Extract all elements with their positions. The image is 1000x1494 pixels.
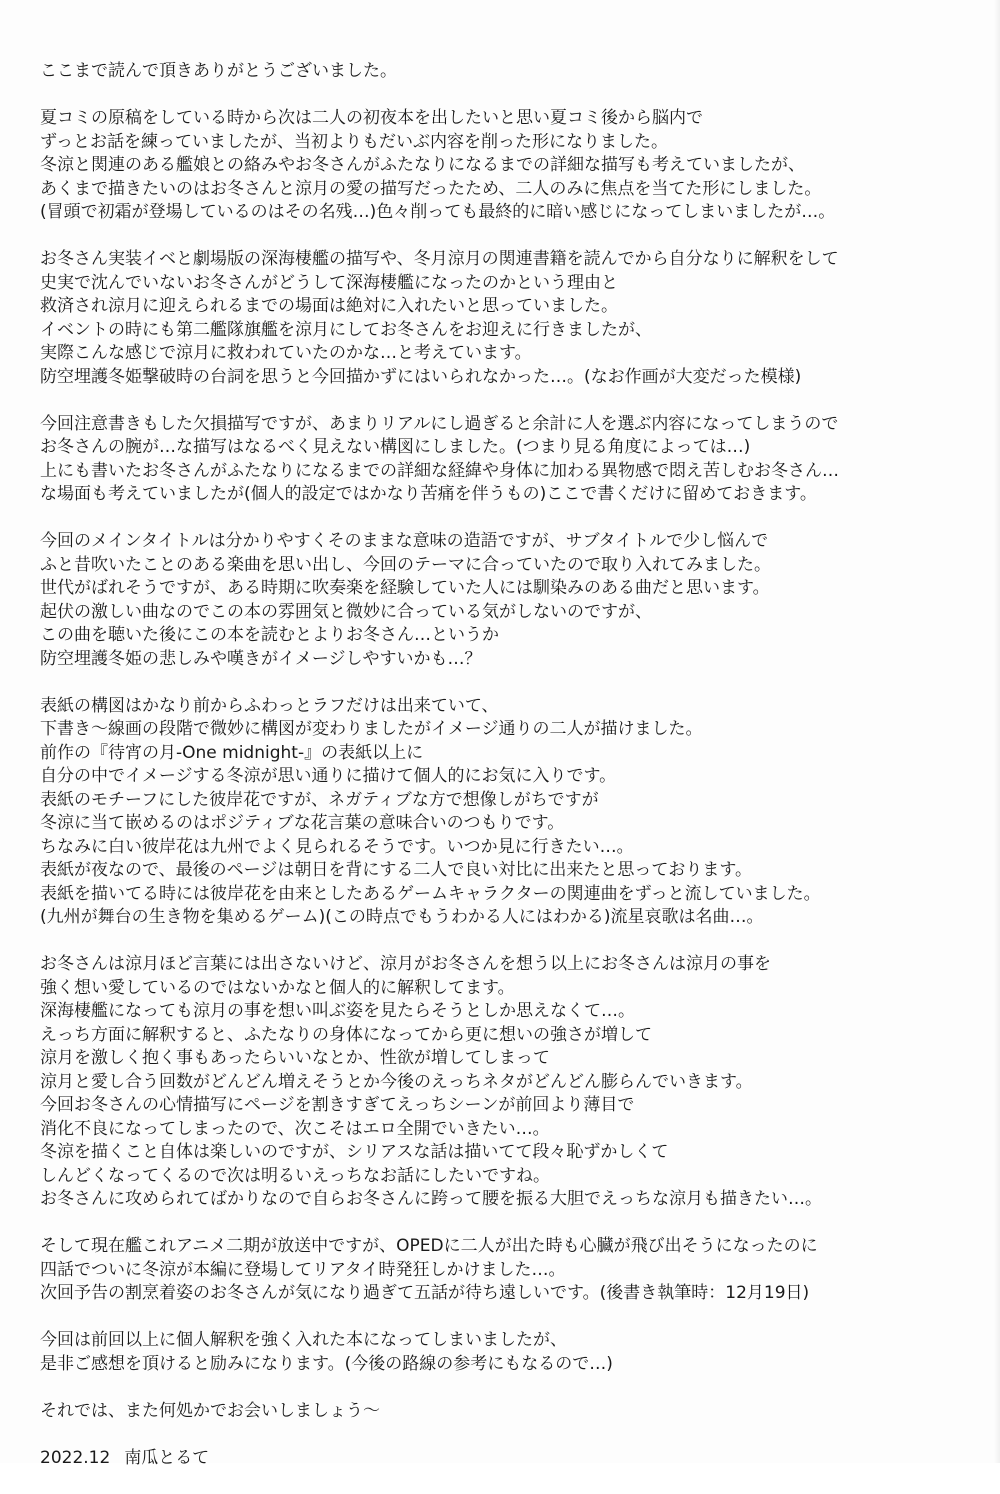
text-line: 強く想い愛しているのではないかなと個人的に解釈してます。 (40, 977, 515, 998)
paragraph (40, 60, 980, 84)
signature (40, 1447, 980, 1471)
paragraph (40, 1329, 980, 1376)
text-line: 起伏の激しい曲なのでこの本の雰囲気と微妙に合っている気がしないのですが、 (40, 601, 652, 622)
paragraph (40, 695, 980, 930)
text-line: 今回お冬さんの心情描写にページを割きすぎてえっちシーンが前回より薄目で (40, 1095, 635, 1115)
text-line: (冒頭で初霜が登場しているのはその名残…)色々削っても最終的に暗い感じになってしまいましたが…。 (40, 202, 836, 222)
text-line: イベントの時にも第二艦隊旗艦を涼月にしてお冬さんをお迎えに行きましたが、 (40, 319, 652, 340)
paragraph (40, 107, 980, 225)
text-line: な場面も考えていましたが(個人的設定ではかなり苦痛を伴うもの)ここで書くだけに留めておきます。 (40, 484, 817, 504)
text-line: ちなみに白い彼岸花は九州でよく見られるそうです。いつか見に行きたい…。 (40, 836, 634, 857)
signature-date: 2022.12 (40, 1447, 111, 1468)
text-line: 下書き～線画の段階で微妙に構図が変わりましたがイメージ通りの二人が描けました。 (40, 719, 703, 739)
paragraph (40, 413, 980, 507)
text-line: お冬さん実装イベと劇場版の深海棲艦の描写や、冬月涼月の関連書籍を読んでから自分なりに解釈をして (40, 249, 839, 269)
text-line: 涼月を激しく抱く事もあったらいいなとか、性欲が増してしまって (40, 1048, 550, 1068)
text-line: 前作の『待宵の月-One midnight-』の表紙以上に (40, 742, 424, 763)
text-line: しんどくなってくるので次は明るいえっちなお話にしたいですね。 (40, 1165, 550, 1186)
text-line: 四話でついに冬涼が本編に登場してリアタイ時発狂しかけました…。 (40, 1259, 566, 1280)
text-line: それでは、また何処かでお会いしましょう～ (40, 1400, 380, 1421)
paragraph (40, 1235, 980, 1306)
paragraph (40, 248, 980, 389)
text-line: 今回のメインタイトルは分かりやすくそのままな意味の造語ですが、サブタイトルで少し悩んで (40, 531, 769, 551)
text-line: 救済され涼月に迎えられるまでの場面は絶対に入れたいと思っていました。 (40, 296, 618, 316)
text-line: 防空埋護冬姫の悲しみや嘆きがイメージしやすいかも…？ (40, 648, 482, 669)
text-line: 世代がばれそうですが、ある時期に吹奏楽を経験していた人には馴染みのある曲だと思います。 (40, 578, 770, 598)
text-line: 今回は前回以上に個人解釈を強く入れた本になってしまいましたが、 (40, 1330, 567, 1350)
text-line: 冬涼に当て嵌めるのはポジティブな花言葉の意味合いのつもりです。 (40, 813, 565, 833)
text-line: そして現在艦これアニメ二期が放送中ですが、OPEDに二人が出た時も心臓が飛び出そうになったのに (40, 1236, 818, 1256)
text-line: 史実で沈んでいないお冬さんがどうして深海棲艦になったのかという理由と (40, 272, 618, 293)
text-line: 次回予告の割烹着姿のお冬さんが気になり過ぎて五話が待ち遠しいです。(後書き執筆時：12月19日) (40, 1283, 810, 1303)
paragraph (40, 953, 980, 1212)
text-line: あくまで描きたいのはお冬さんと涼月の愛の描写だったため、二人のみに焦点を当てた形にしました。 (40, 178, 822, 199)
text-line: 涼月と愛し合う回数がどんどん増えそうとか今後のえっちネタがどんどん膨らんでいきます。 (40, 1071, 753, 1092)
text-line: ここまで読んで頂きありがとうございました。 (40, 61, 397, 81)
text-line: お冬さんの腕が…な描写はなるべく見えない構図にしました。(つまり見る角度によっては…) (40, 437, 751, 457)
text-line: 上にも書いたお冬さんがふたなりになるまでの詳細な経緯や身体に加わる異物感で悶え苦しむお冬さん… (40, 460, 839, 481)
text-line: 表紙の構図はかなり前からふわっとラフだけは出来ていて、 (40, 695, 499, 716)
text-line: 深海棲艦になっても涼月の事を想い叫ぶ姿を見たらそうとしか思えなくて…。 (40, 1001, 635, 1021)
afterword-text (40, 60, 980, 1494)
text-line: 防空埋護冬姫撃破時の台詞を思うと今回描かずにはいられなかった…。(なお作画が大変だった模様) (40, 366, 802, 387)
text-line: 表紙のモチーフにした彼岸花ですが、ネガティブな方で想像しがちですが (40, 789, 599, 810)
text-line: 表紙が夜なので、最後のページは朝日を背にする二人で良い対比に出来たと思っております。 (40, 860, 752, 880)
text-line: お冬さんは涼月ほど言葉には出さないけど、涼月がお冬さんを想う以上にお冬さんは涼月の事を (40, 954, 771, 974)
page-edge-shadow (994, 0, 1000, 1463)
text-line: ずっとお話を練っていましたが、当初よりもだいぶ内容を削った形になりました。 (40, 131, 668, 152)
text-line: 消化不良になってしまったので、次こそはエロ全開でいきたい…。 (40, 1118, 550, 1139)
text-line: (九州が舞台の生き物を集めるゲーム)(この時点でもうわかる人にはわかる)流星哀歌は名曲…。 (40, 907, 764, 927)
text-line: 夏コミの原稿をしている時から次は二人の初夜本を出したいと思い夏コミ後から脳内で (40, 108, 703, 128)
text-line: 自分の中でイメージする冬涼が思い通りに描けて個人的にお気に入りです。 (40, 766, 617, 786)
text-line: 表紙を描いてる時には彼岸花を由来としたあるゲームキャラクターの関連曲をずっと流していました。 (40, 883, 821, 904)
text-line: えっち方面に解釈すると、ふたなりの身体になってから更に想いの強さが増して (40, 1024, 652, 1045)
text-line: この曲を聴いた後にこの本を読むとよりお冬さん…というか (40, 625, 499, 645)
paragraph (40, 530, 980, 671)
text-line: 今回注意書きもした欠損描写ですが、あまりリアルにし過ぎると余計に人を選ぶ内容になってしまうので (40, 413, 839, 434)
text-line: 冬涼と関連のある艦娘との絡みやお冬さんがふたなりになるまでの詳細な描写も考えていましたが、 (40, 155, 805, 175)
text-line: お冬さんに攻められてばかりなので自らお冬さんに跨って腰を振る大胆でえっちな涼月も描きたい…。 (40, 1189, 822, 1209)
text-line: 是非ご感想を頂けると励みになります。(今後の路線の参考にもなるので…) (40, 1353, 613, 1374)
paragraph (40, 1400, 980, 1424)
signature-author: 南瓜とるて (124, 1447, 210, 1468)
text-line: 冬涼を描くこと自体は楽しいのですが、シリアスな話は描いてて段々恥ずかしくて (40, 1142, 669, 1162)
text-line: 実際こんな感じで涼月に救われていたのかな…と考えています。 (40, 343, 532, 363)
text-line: ふと昔吹いたことのある楽曲を思い出し、今回のテーマに合っていたので取り入れてみました。 (40, 554, 771, 575)
